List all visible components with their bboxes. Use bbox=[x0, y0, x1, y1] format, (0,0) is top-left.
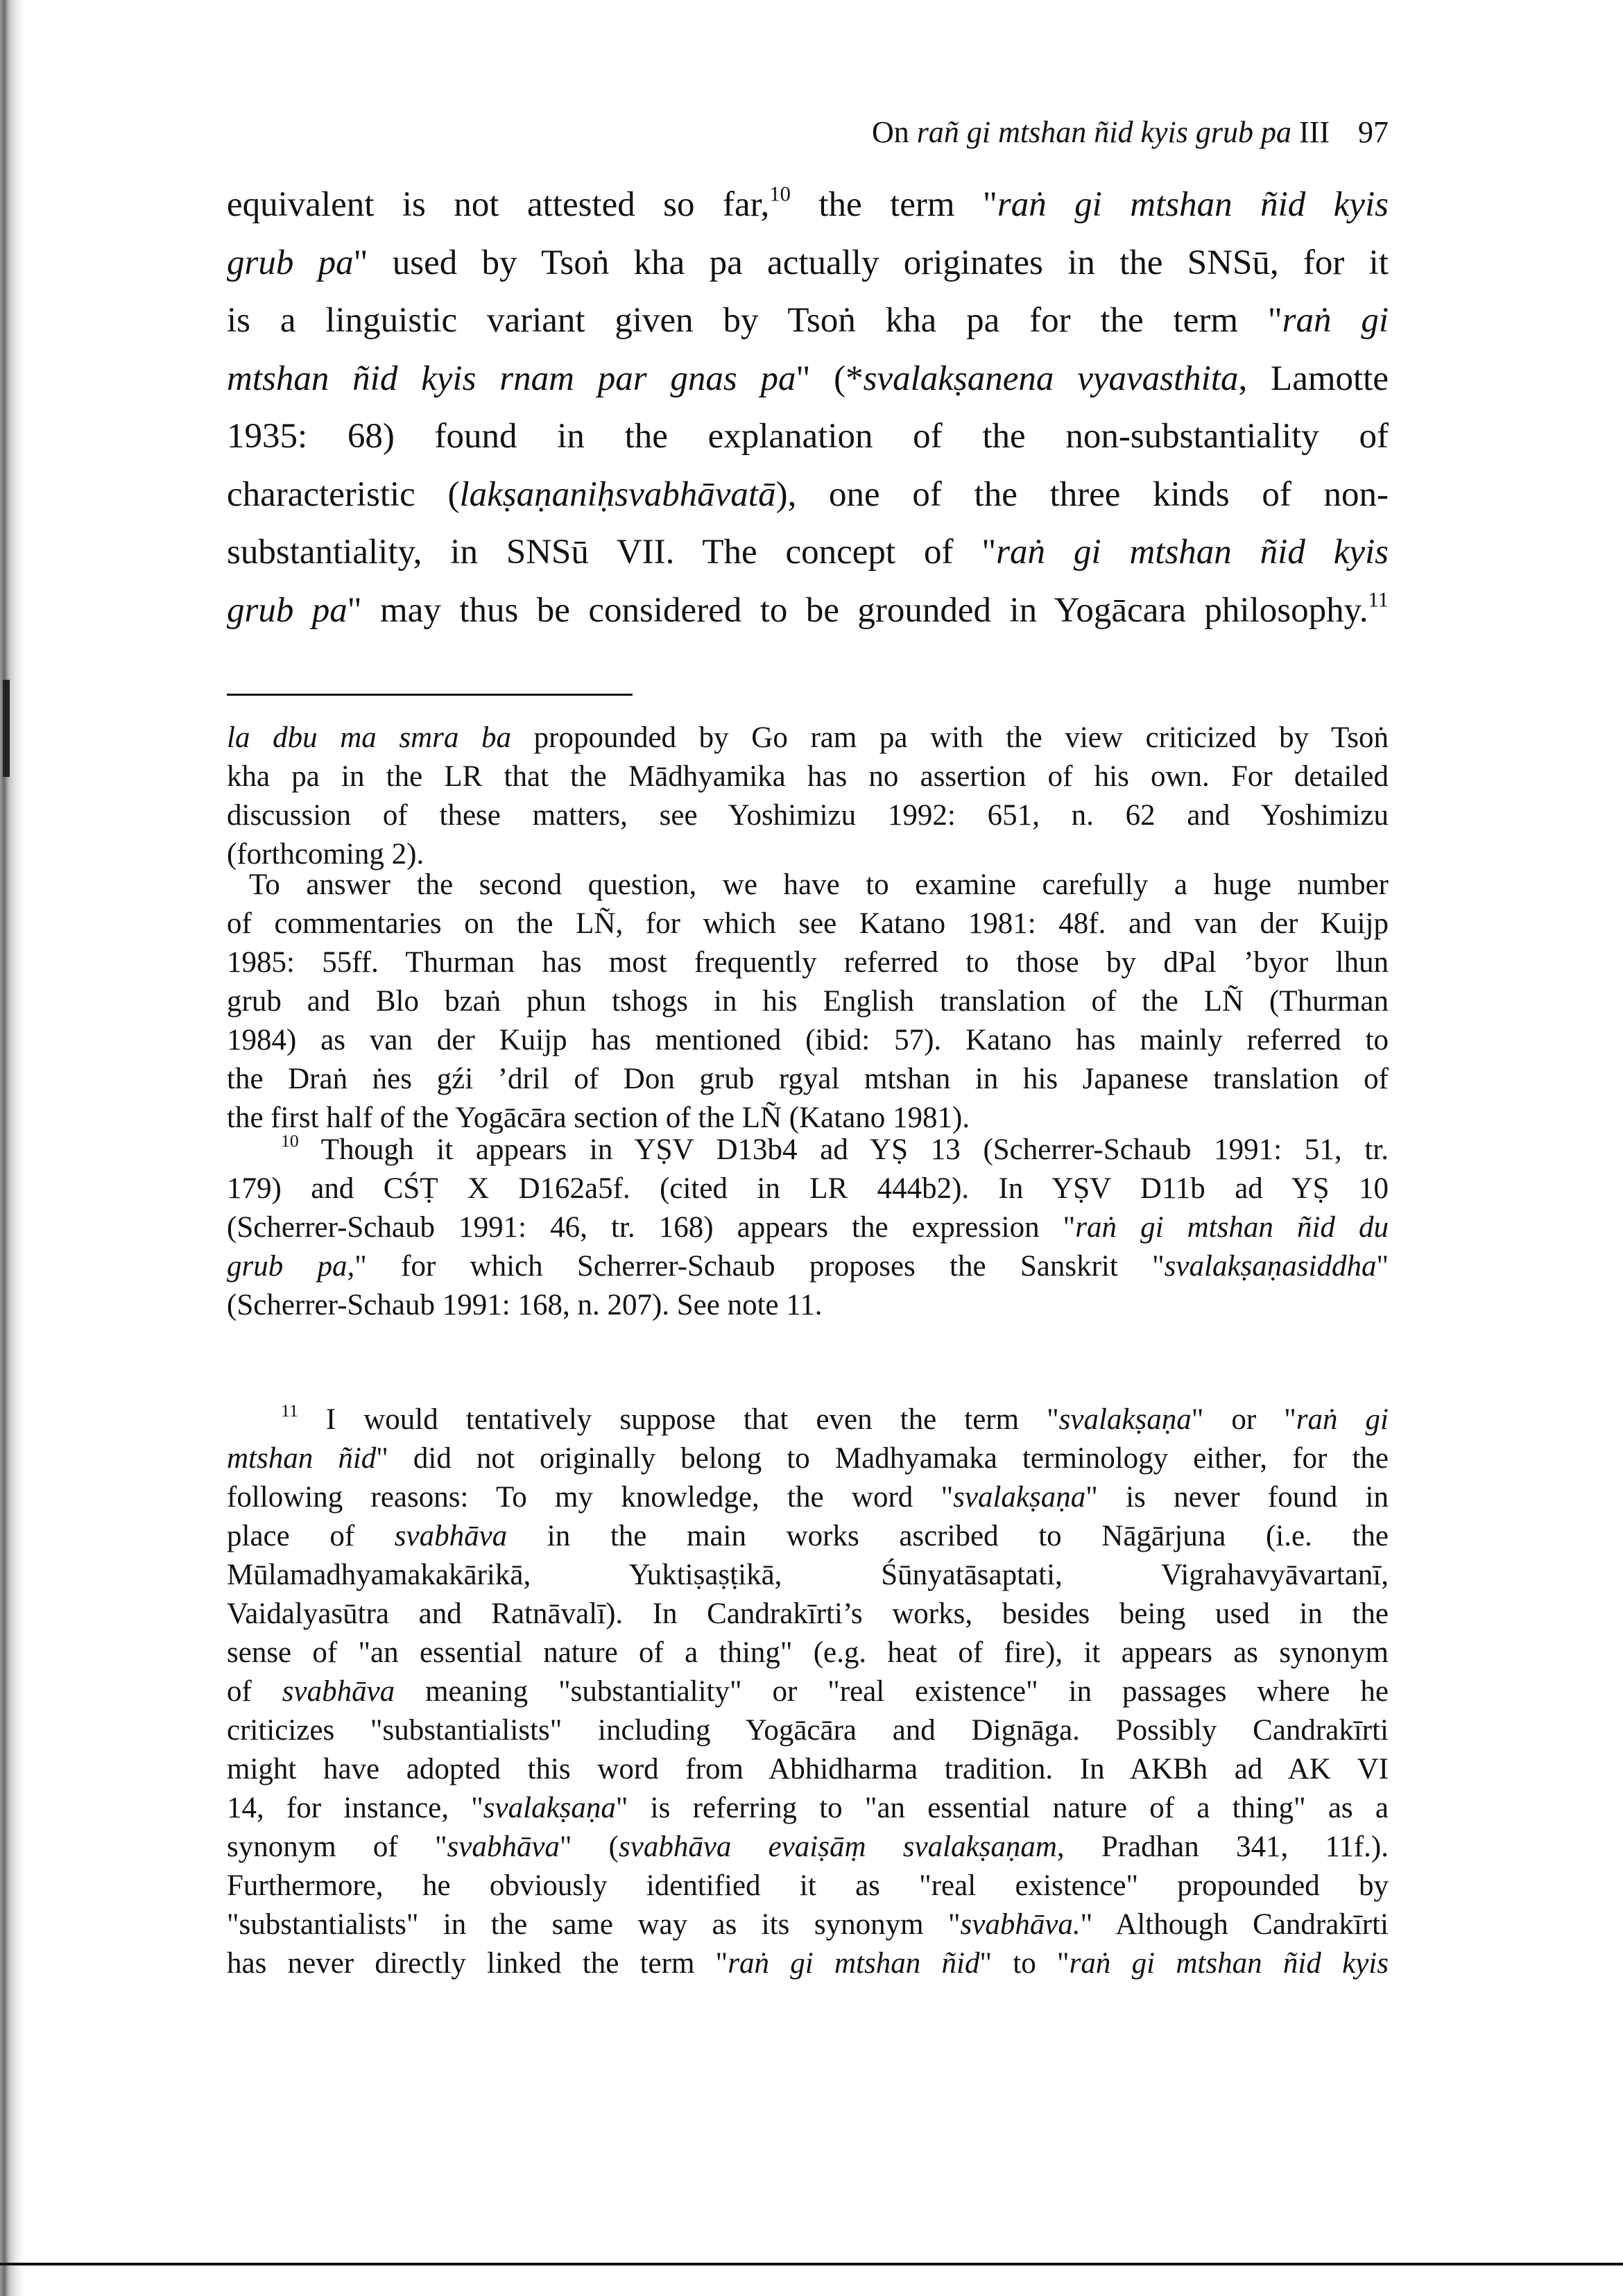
text-line bbox=[227, 905, 1389, 943]
footnote-reference: 11 bbox=[281, 1400, 298, 1421]
scan-edge-shadow bbox=[0, 0, 24, 2296]
italic-term: raṅ gi bbox=[1282, 301, 1389, 340]
scan-bottom-edge bbox=[0, 2263, 1623, 2265]
text-run: 1984) as van der Kuijp has mentioned (ibid: 57). Katano has mainly referred to bbox=[227, 1024, 1389, 1056]
text-run: " to " bbox=[979, 1947, 1070, 1980]
footnote-11 bbox=[227, 1400, 1389, 1983]
text-run: discussion of these matters, see Yoshimizu 1992: 651, n. 62 and Yoshimizu bbox=[227, 799, 1389, 832]
text-run: propounded by Go ram pa with the view criticized by Tsoṅ bbox=[511, 721, 1389, 754]
text-line bbox=[227, 1060, 1389, 1099]
italic-term: svabhāva bbox=[394, 1520, 508, 1552]
text-run: sense of "an essential nature of a thing" (e.g. heat of fire), it appears as synonym bbox=[227, 1636, 1389, 1669]
text-line bbox=[227, 1828, 1389, 1867]
italic-term: raṅ gi mtshan ñid kyis bbox=[997, 185, 1389, 224]
text-run: 1985: 55ff. Thurman has most frequently referred to those by dPal ’byor lhun bbox=[227, 946, 1389, 979]
footnote-10 bbox=[227, 1131, 1389, 1325]
text-run: kha pa in the LR that the Mādhyamika has no assertion of his own. For detailed bbox=[227, 760, 1389, 793]
footnote-separator bbox=[227, 694, 633, 696]
text-line bbox=[227, 1021, 1389, 1060]
text-line bbox=[227, 1556, 1389, 1595]
text-line bbox=[227, 1595, 1389, 1634]
italic-term: grub pa bbox=[227, 590, 347, 630]
text-line bbox=[227, 1247, 1389, 1286]
text-run: Though it appears in YṢV D13b4 ad YṢ 13 (Scherrer-Schaub 1991: 51, tr. bbox=[298, 1133, 1389, 1166]
text-run: , Lamotte bbox=[1238, 359, 1389, 398]
text-line bbox=[227, 1439, 1389, 1478]
text-run: place of bbox=[227, 1520, 395, 1552]
text-run: might have adopted this word from Abhidharma tradition. In AKBh ad AK VI bbox=[227, 1753, 1389, 1785]
text-run: of commentaries on the LÑ, for which see Katano 1981: 48f. and van der Kuijp bbox=[227, 907, 1389, 940]
italic-term: svalakṣanena vyavasthita bbox=[863, 359, 1239, 398]
text-line bbox=[227, 1634, 1389, 1672]
italic-term: mtshan ñid bbox=[227, 1442, 377, 1475]
page-number: 97 bbox=[1358, 115, 1389, 149]
italic-term: raṅ gi mtshan ñid bbox=[728, 1947, 980, 1980]
text-run: (Scherrer-Schaub 1991: 168, n. 207). See note 11. bbox=[227, 1289, 823, 1321]
text-run: following reasons: To my knowledge, the word " bbox=[227, 1481, 954, 1514]
text-run: " ( bbox=[559, 1831, 619, 1863]
text-run: characteristic ( bbox=[227, 474, 460, 514]
italic-term: svabhāva. bbox=[960, 1908, 1081, 1941]
text-run: the first half of the Yogācāra section of the LÑ (Katano 1981). bbox=[227, 1102, 970, 1134]
footnote-reference: 10 bbox=[769, 182, 791, 206]
text-run: " is referring to "an essential nature of a thing" as a bbox=[615, 1792, 1389, 1824]
text-line bbox=[227, 1750, 1389, 1789]
text-run: " is never found in bbox=[1085, 1481, 1389, 1514]
text-line bbox=[227, 1170, 1389, 1208]
running-head-prefix: On bbox=[872, 115, 917, 149]
italic-term: svabhāva bbox=[282, 1675, 395, 1708]
text-line bbox=[227, 757, 1389, 796]
text-line bbox=[227, 1905, 1389, 1944]
text-line bbox=[227, 350, 1389, 409]
footnote-continuation bbox=[227, 719, 1389, 874]
text-run: Vaidalyasūtra and Ratnāvalī). In Candrakīrti’s works, besides being used in the bbox=[227, 1597, 1389, 1630]
text-run: equivalent is not attested so far, bbox=[227, 185, 770, 224]
text-run: " used by Tsoṅ kha pa actually originates in the SNSū, for it bbox=[353, 243, 1389, 282]
text-run: grub and Blo bzaṅ phun tshogs in his English translation of the LÑ (Thurman bbox=[227, 985, 1389, 1018]
text-run: has never directly linked the term " bbox=[227, 1947, 728, 1980]
text-run: " did not originally belong to Madhyamaka terminology either, for the bbox=[376, 1442, 1389, 1475]
text-run: (Scherrer-Schaub 1991: 46, tr. 168) appears the expression " bbox=[227, 1211, 1076, 1244]
text-line bbox=[227, 1672, 1389, 1711]
text-run: of bbox=[227, 1675, 282, 1708]
text-line bbox=[227, 408, 1389, 466]
text-run: "substantialists" in the same way as its synonym " bbox=[227, 1908, 961, 1941]
text-line bbox=[227, 943, 1389, 982]
text-line bbox=[227, 292, 1389, 350]
italic-term: grub pa bbox=[227, 243, 354, 282]
italic-term: mtshan ñid kyis rnam par gnas pa bbox=[227, 359, 796, 398]
running-head-section: III bbox=[1299, 115, 1330, 149]
text-run: 179) and CŚṬ X D162a5f. (cited in LR 444b2). In YṢV D11b ad YṢ 10 bbox=[227, 1172, 1389, 1205]
text-line bbox=[227, 1208, 1389, 1247]
text-line bbox=[227, 796, 1389, 835]
text-run: " bbox=[1376, 1250, 1389, 1283]
text-line bbox=[227, 1944, 1389, 1983]
text-line bbox=[227, 466, 1389, 524]
text-run: , Pradhan 341, 11f.). bbox=[1056, 1831, 1389, 1863]
italic-term: lakṣaṇaniḥsvabhāvatā bbox=[459, 474, 776, 514]
italic-term: raṅ gi mtshan ñid du bbox=[1075, 1211, 1389, 1244]
text-line bbox=[227, 524, 1389, 582]
scan-binding-mark bbox=[3, 680, 10, 777]
text-run: substantiality, in SNSū VII. The concept of " bbox=[227, 533, 997, 572]
text-run: synonym of " bbox=[227, 1831, 447, 1863]
italic-term: svalakṣaṇa bbox=[1058, 1403, 1192, 1436]
text-run: " Although Candrakīrti bbox=[1080, 1908, 1389, 1941]
text-run: criticizes "substantialists" including Yogācāra and Dignāga. Possibly Candrakīrti bbox=[227, 1714, 1389, 1747]
text-line bbox=[227, 1478, 1389, 1517]
running-head bbox=[791, 114, 1389, 150]
text-run: To answer the second question, we have to examine carefully a huge number bbox=[249, 868, 1389, 901]
text-line bbox=[227, 1867, 1389, 1905]
text-run: in the main works ascribed to Nāgārjuna (i.e. the bbox=[507, 1520, 1389, 1552]
footnote-reference: 10 bbox=[281, 1131, 299, 1151]
italic-term: svalakṣaṇa bbox=[483, 1792, 616, 1824]
text-line bbox=[227, 866, 1389, 905]
text-line bbox=[227, 1400, 1389, 1439]
text-line bbox=[227, 1517, 1389, 1556]
italic-term: raṅ gi mtshan ñid kyis bbox=[1069, 1947, 1389, 1980]
italic-term: svalakṣaṇasiddha bbox=[1164, 1250, 1377, 1283]
main-text bbox=[227, 176, 1389, 640]
text-run: " may thus be considered to be grounded in Yogācara philosophy. bbox=[347, 590, 1368, 630]
text-run: ), one of the three kinds of non- bbox=[775, 474, 1389, 514]
text-line bbox=[227, 1711, 1389, 1750]
text-run: the term " bbox=[790, 185, 997, 224]
italic-term: raṅ gi mtshan ñid kyis bbox=[996, 533, 1389, 572]
text-run: meaning "substantiality" or "real existence" in passages where he bbox=[395, 1675, 1389, 1708]
text-line bbox=[227, 234, 1389, 293]
footnote-paragraph-2 bbox=[227, 866, 1389, 1138]
italic-term: svabhāva evaiṣāṃ svalakṣaṇam bbox=[619, 1831, 1057, 1863]
text-line bbox=[227, 582, 1389, 640]
text-run: 1935: 68) found in the explanation of the non-substantiality of bbox=[227, 417, 1389, 456]
text-line bbox=[227, 982, 1389, 1021]
text-line bbox=[227, 1286, 1389, 1325]
text-line bbox=[227, 719, 1389, 757]
text-run: " for which Scherrer-Schaub proposes the Sanskrit " bbox=[354, 1250, 1165, 1283]
italic-term: grub pa, bbox=[227, 1250, 355, 1283]
text-run: " or " bbox=[1191, 1403, 1296, 1436]
text-run: (forthcoming 2). bbox=[227, 838, 424, 871]
text-line bbox=[227, 176, 1389, 234]
text-run: the Draṅ ṅes gźi ’dril of Don grub rgyal mtshan in his Japanese translation of bbox=[227, 1063, 1389, 1095]
text-line bbox=[227, 1131, 1389, 1170]
text-line bbox=[227, 1789, 1389, 1828]
italic-term: svabhāva bbox=[447, 1831, 560, 1863]
text-run: is a linguistic variant given by Tsoṅ kha pa for the term " bbox=[227, 301, 1282, 340]
italic-term: raṅ gi bbox=[1296, 1403, 1389, 1436]
footnote-reference: 11 bbox=[1368, 588, 1389, 612]
text-run: I would tentatively suppose that even the term " bbox=[298, 1403, 1059, 1436]
text-run: " (* bbox=[796, 359, 864, 398]
text-run: Mūlamadhyamakakārikā, Yuktiṣaṣṭikā, Śūnyatāsaptati, Vigrahavyāvartanī, bbox=[227, 1559, 1389, 1591]
running-head-title: rañ gi mtshan ñid kyis grub pa bbox=[916, 115, 1292, 149]
text-run: Furthermore, he obviously identified it as "real existence" propounded by bbox=[227, 1869, 1389, 1902]
italic-term: la dbu ma smra ba bbox=[227, 721, 512, 754]
italic-term: svalakṣaṇa bbox=[953, 1481, 1086, 1514]
text-run: 14, for instance, " bbox=[227, 1792, 483, 1824]
